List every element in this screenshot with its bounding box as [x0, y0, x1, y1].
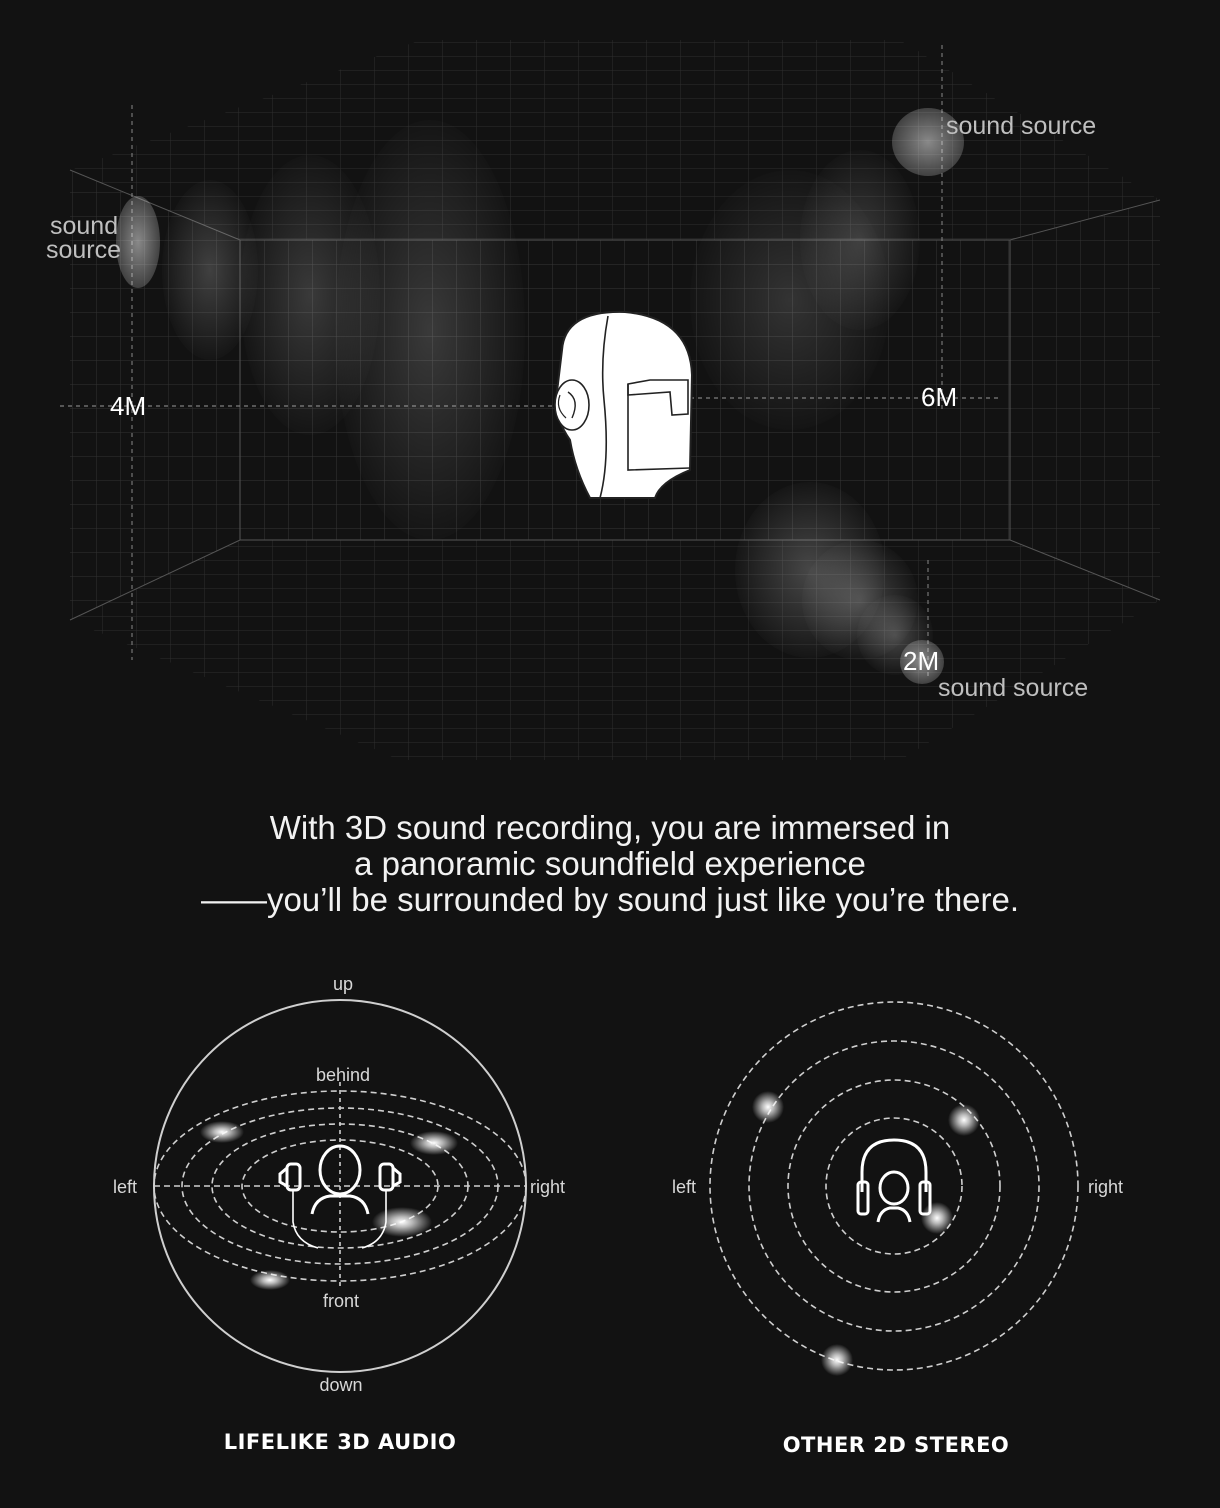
caption-lifelike-3d-audio: LIFELIKE 3D AUDIO — [223, 1430, 457, 1454]
direction-label-right: right — [530, 1177, 566, 1197]
distance-label-left: 4M — [110, 391, 147, 421]
distance-label-right: 6M — [921, 382, 958, 412]
sound-source-label-left-line2: source — [46, 236, 122, 264]
tagline — [0, 810, 1220, 918]
lifelike-3d-audio-diagram — [0, 960, 610, 1410]
distance-label-bottom: 2M — [903, 646, 940, 676]
direction-label-up: up — [332, 974, 354, 994]
sound-source-label-left-line1: sound — [50, 212, 119, 240]
sound-source-left — [116, 196, 160, 288]
tagline-line-3: ——you’ll be surrounded by sound just like you’re there. — [200, 881, 1020, 918]
sound-source-dots — [752, 1091, 980, 1376]
direction-label-left: left — [672, 1177, 697, 1197]
sound-source-label-top-right: sound source — [946, 112, 1097, 140]
direction-label-front: front — [322, 1291, 360, 1311]
direction-label-down: down — [319, 1375, 363, 1395]
sound-source-label-bottom-right: sound source — [938, 674, 1089, 702]
tagline-line-1: With 3D sound recording, you are immersed in — [269, 809, 951, 846]
sound-source-dots — [200, 1121, 458, 1290]
headphones-listener-icon — [858, 1140, 930, 1222]
sphere — [154, 1000, 526, 1372]
tagline-line-2: a panoramic soundfield experience — [354, 845, 866, 882]
direction-label-right: right — [1088, 1177, 1124, 1197]
earphones-listener-icon — [280, 1146, 400, 1248]
direction-label-left: left — [113, 1177, 138, 1197]
other-2d-stereo-diagram — [610, 960, 1220, 1410]
concentric-rings — [710, 1002, 1078, 1370]
direction-label-behind: behind — [315, 1065, 371, 1085]
caption-other-2d-stereo: OTHER 2D STEREO — [782, 1433, 1010, 1457]
